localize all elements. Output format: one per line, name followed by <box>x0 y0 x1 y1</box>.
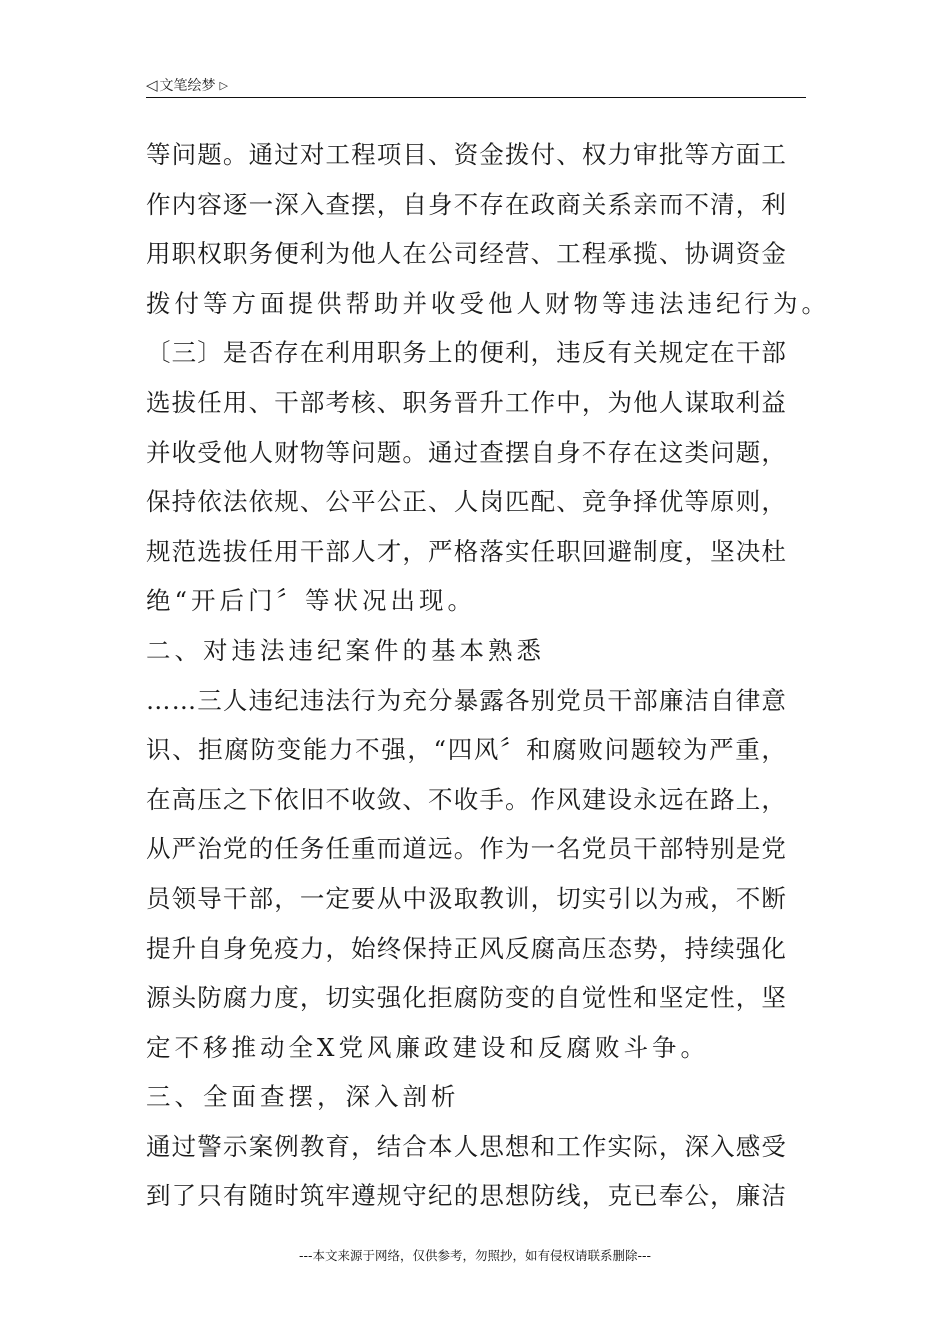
left-triangle-icon: ◁ <box>146 75 158 94</box>
text-line: 保 持 依 法 依 规 、 公 平 公 正 、 人 岗 匹 配 、 竞 争 择 优 等 原 则 ， <box>146 487 786 517</box>
text-line: 〔 三 〕 是 否 存 在 利 用 职 务 上 的 便 利 ， 违 反 有 关 规 定 在 干 部 <box>146 338 786 368</box>
footer-notice: ---本文来源于网络，仅供参考，勿照抄，如有侵权请联系删除--- <box>298 1248 652 1263</box>
text-line: 识 、 拒 腐 防 变 能 力 不 强 ， “ 四 风 〞 和 腐 败 问 题 较 为 严 重 ， <box>146 735 786 765</box>
text-line: 提 升 自 身 免 疫 力 ， 始 终 保 持 正 风 反 腐 高 压 态 势 ， 持 续 强 化 <box>146 933 786 963</box>
text-line: 选 拔 任 用 、 干 部 考 核 、 职 务 晋 升 工 作 中 ， 为 他 人 谋 取 利 益 <box>146 387 786 417</box>
text-line: 三、全面查摆，深入剖析 <box>146 1082 460 1112</box>
text-line: 拨付等方面提供帮助并收受他人财物等违法违纪行为。 <box>146 288 830 318</box>
text-line: … … 三 人 违 纪 违 法 行 为 充 分 暴 露 各 别 党 员 干 部 廉 洁 自 律 意 <box>146 685 786 715</box>
document-body <box>146 130 830 1221</box>
text-line: 从 严 治 党 的 任 务 任 重 而 道 远 。 作 为 一 名 党 员 干 部 特 别 是 党 <box>146 834 786 864</box>
text-line: 通 过 警 示 案 例 教 育 ， 结 合 本 人 思 想 和 工 作 实 际 ， 深 入 感 受 <box>146 1131 786 1161</box>
text-line: 规 范 选 拔 任 用 干 部 人 才 ， 严 格 落 实 任 职 回 避 制 度 ， 坚 决 杜 <box>146 536 786 566</box>
text-line: 作 内 容 逐 一 深 入 查 摆 ， 自 身 不 存 在 政 商 关 系 亲 而 不 清 ， 利 <box>146 189 786 219</box>
text-line: 员 领 导 干 部 ， 一 定 要 从 中 汲 取 教 训 ， 切 实 引 以 为 戒 ， 不 断 <box>146 883 786 913</box>
header-divider <box>146 97 806 98</box>
text-line: 在 高 压 之 下 依 旧 不 收 敛 、 不 收 手 。 作 风 建 设 永 远 在 路 上 ， <box>146 784 786 814</box>
text-line: 源 头 防 腐 力 度 ， 切 实 强 化 拒 腐 防 变 的 自 觉 性 和 坚 定 性 ， 坚 <box>146 983 786 1013</box>
text-line: 用 职 权 职 务 便 利 为 他 人 在 公 司 经 营 、 工 程 承 揽 、 协 调 资 金 <box>146 239 786 269</box>
header-brand: 文笔绘梦 <box>159 78 216 94</box>
text-line: 二、对违法违纪案件的基本熟悉 <box>146 635 545 665</box>
page-header <box>146 72 228 98</box>
right-triangle-icon: ▷ <box>219 78 229 92</box>
text-line: 到 了 只 有 随 时 筑 牢 遵 规 守 纪 的 思 想 防 线 ， 克 已 奉 公 ， 廉 洁 <box>146 1181 786 1211</box>
text-line: 绝“开后门〞等状况出现。 <box>146 586 477 616</box>
text-line: 定不移推动全X党风廉政建设和反腐败斗争。 <box>146 1032 709 1062</box>
text-line: 等 问 题 。 通 过 对 工 程 项 目 、 资 金 拨 付 、 权 力 审 批 等 方 面 工 <box>146 140 786 169</box>
text-line: 并 收 受 他 人 财 物 等 问 题 。 通 过 查 摆 自 身 不 存 在 这 类 问 题 ， <box>146 437 786 467</box>
